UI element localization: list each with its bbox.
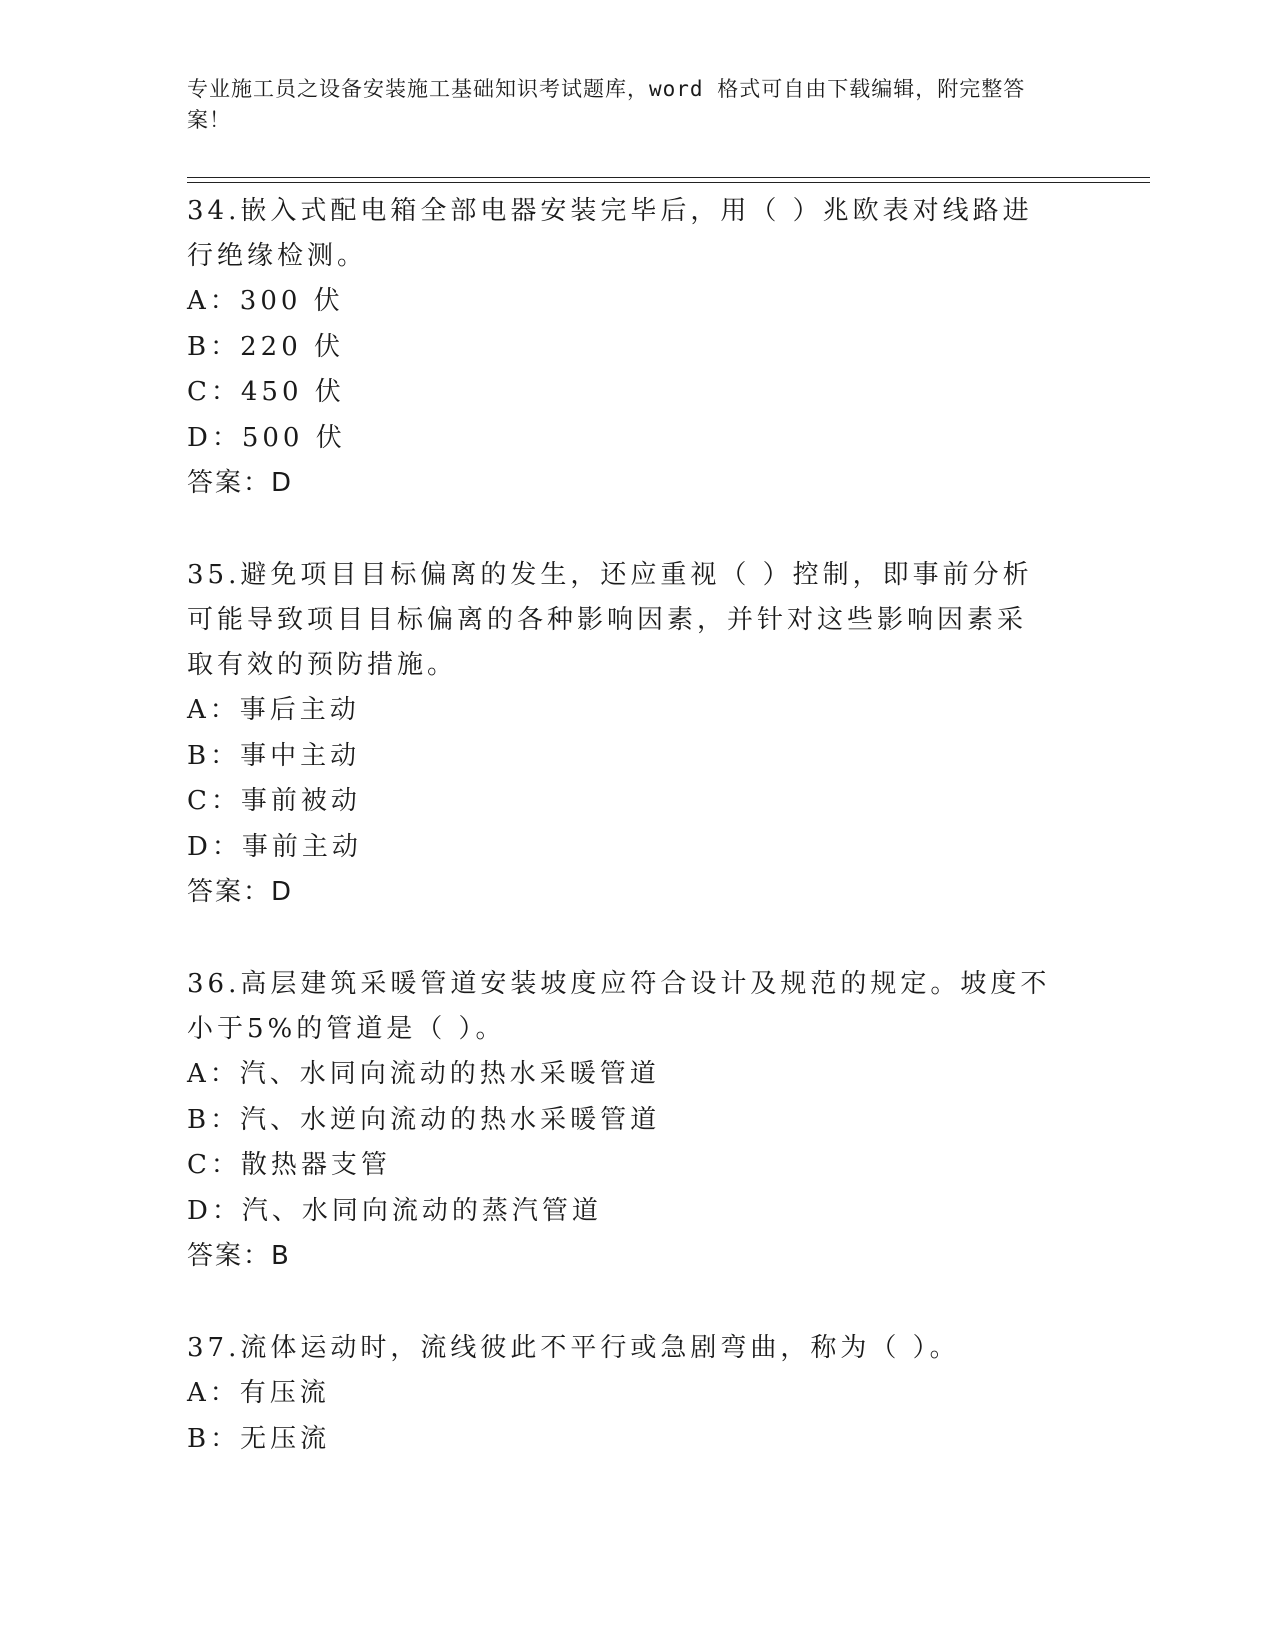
option-c: C：散热器支管 [187, 1150, 391, 1180]
answer-label: 答案：D [187, 468, 294, 498]
option-b: B：无压流 [187, 1423, 331, 1454]
answer-label: 答案：B [187, 1241, 291, 1271]
option-b: B：事中主动 [187, 740, 361, 771]
question-stem: 36.高层建筑采暖管道安装坡度应符合设计及规范的规定。坡度不小于5%的管道是（ ）。 [187, 969, 1051, 1044]
option-c: C：事前被动 [187, 786, 361, 816]
question-35 [187, 553, 1067, 915]
option-d: D：汽、水同向流动的蒸汽管道 [187, 1195, 602, 1226]
question-37 [187, 1326, 1067, 1462]
option-c: C：450 伏 [187, 377, 345, 407]
option-d: D：事前主动 [187, 831, 362, 862]
question-spacer [187, 1279, 1067, 1326]
option-b: B：220 伏 [187, 331, 344, 362]
header-divider-bottom [187, 182, 1150, 183]
header-divider-top [187, 177, 1150, 178]
option-a: A：汽、水同向流动的热水采暖管道 [187, 1059, 660, 1089]
answer-label: 答案：D [187, 877, 294, 907]
option-a: A：有压流 [187, 1378, 330, 1408]
question-stem: 37.流体运动时，流线彼此不平行或急剧弯曲，称为（ ）。 [187, 1333, 960, 1363]
question-spacer [187, 506, 1067, 553]
option-a: A：事后主动 [187, 695, 360, 725]
question-spacer [187, 915, 1067, 962]
question-36 [187, 962, 1067, 1279]
document-header: 专业施工员之设备安装施工基础知识考试题库，word 格式可自由下载编辑，附完整答案！ [187, 77, 1026, 132]
question-list [187, 189, 1067, 1462]
question-stem: 34.嵌入式配电箱全部电器安装完毕后，用（ ）兆欧表对线路进行绝缘检测。 [187, 196, 1033, 271]
question-34 [187, 189, 1067, 506]
question-stem: 35.避免项目目标偏离的发生，还应重视（ ）控制，即事前分析可能导致项目目标偏离的各种影响因素，并针对这些影响因素采取有效的预防措施。 [187, 560, 1033, 680]
option-d: D：500 伏 [187, 422, 346, 453]
option-b: B：汽、水逆向流动的热水采暖管道 [187, 1104, 661, 1135]
option-a: A：300 伏 [187, 286, 344, 316]
